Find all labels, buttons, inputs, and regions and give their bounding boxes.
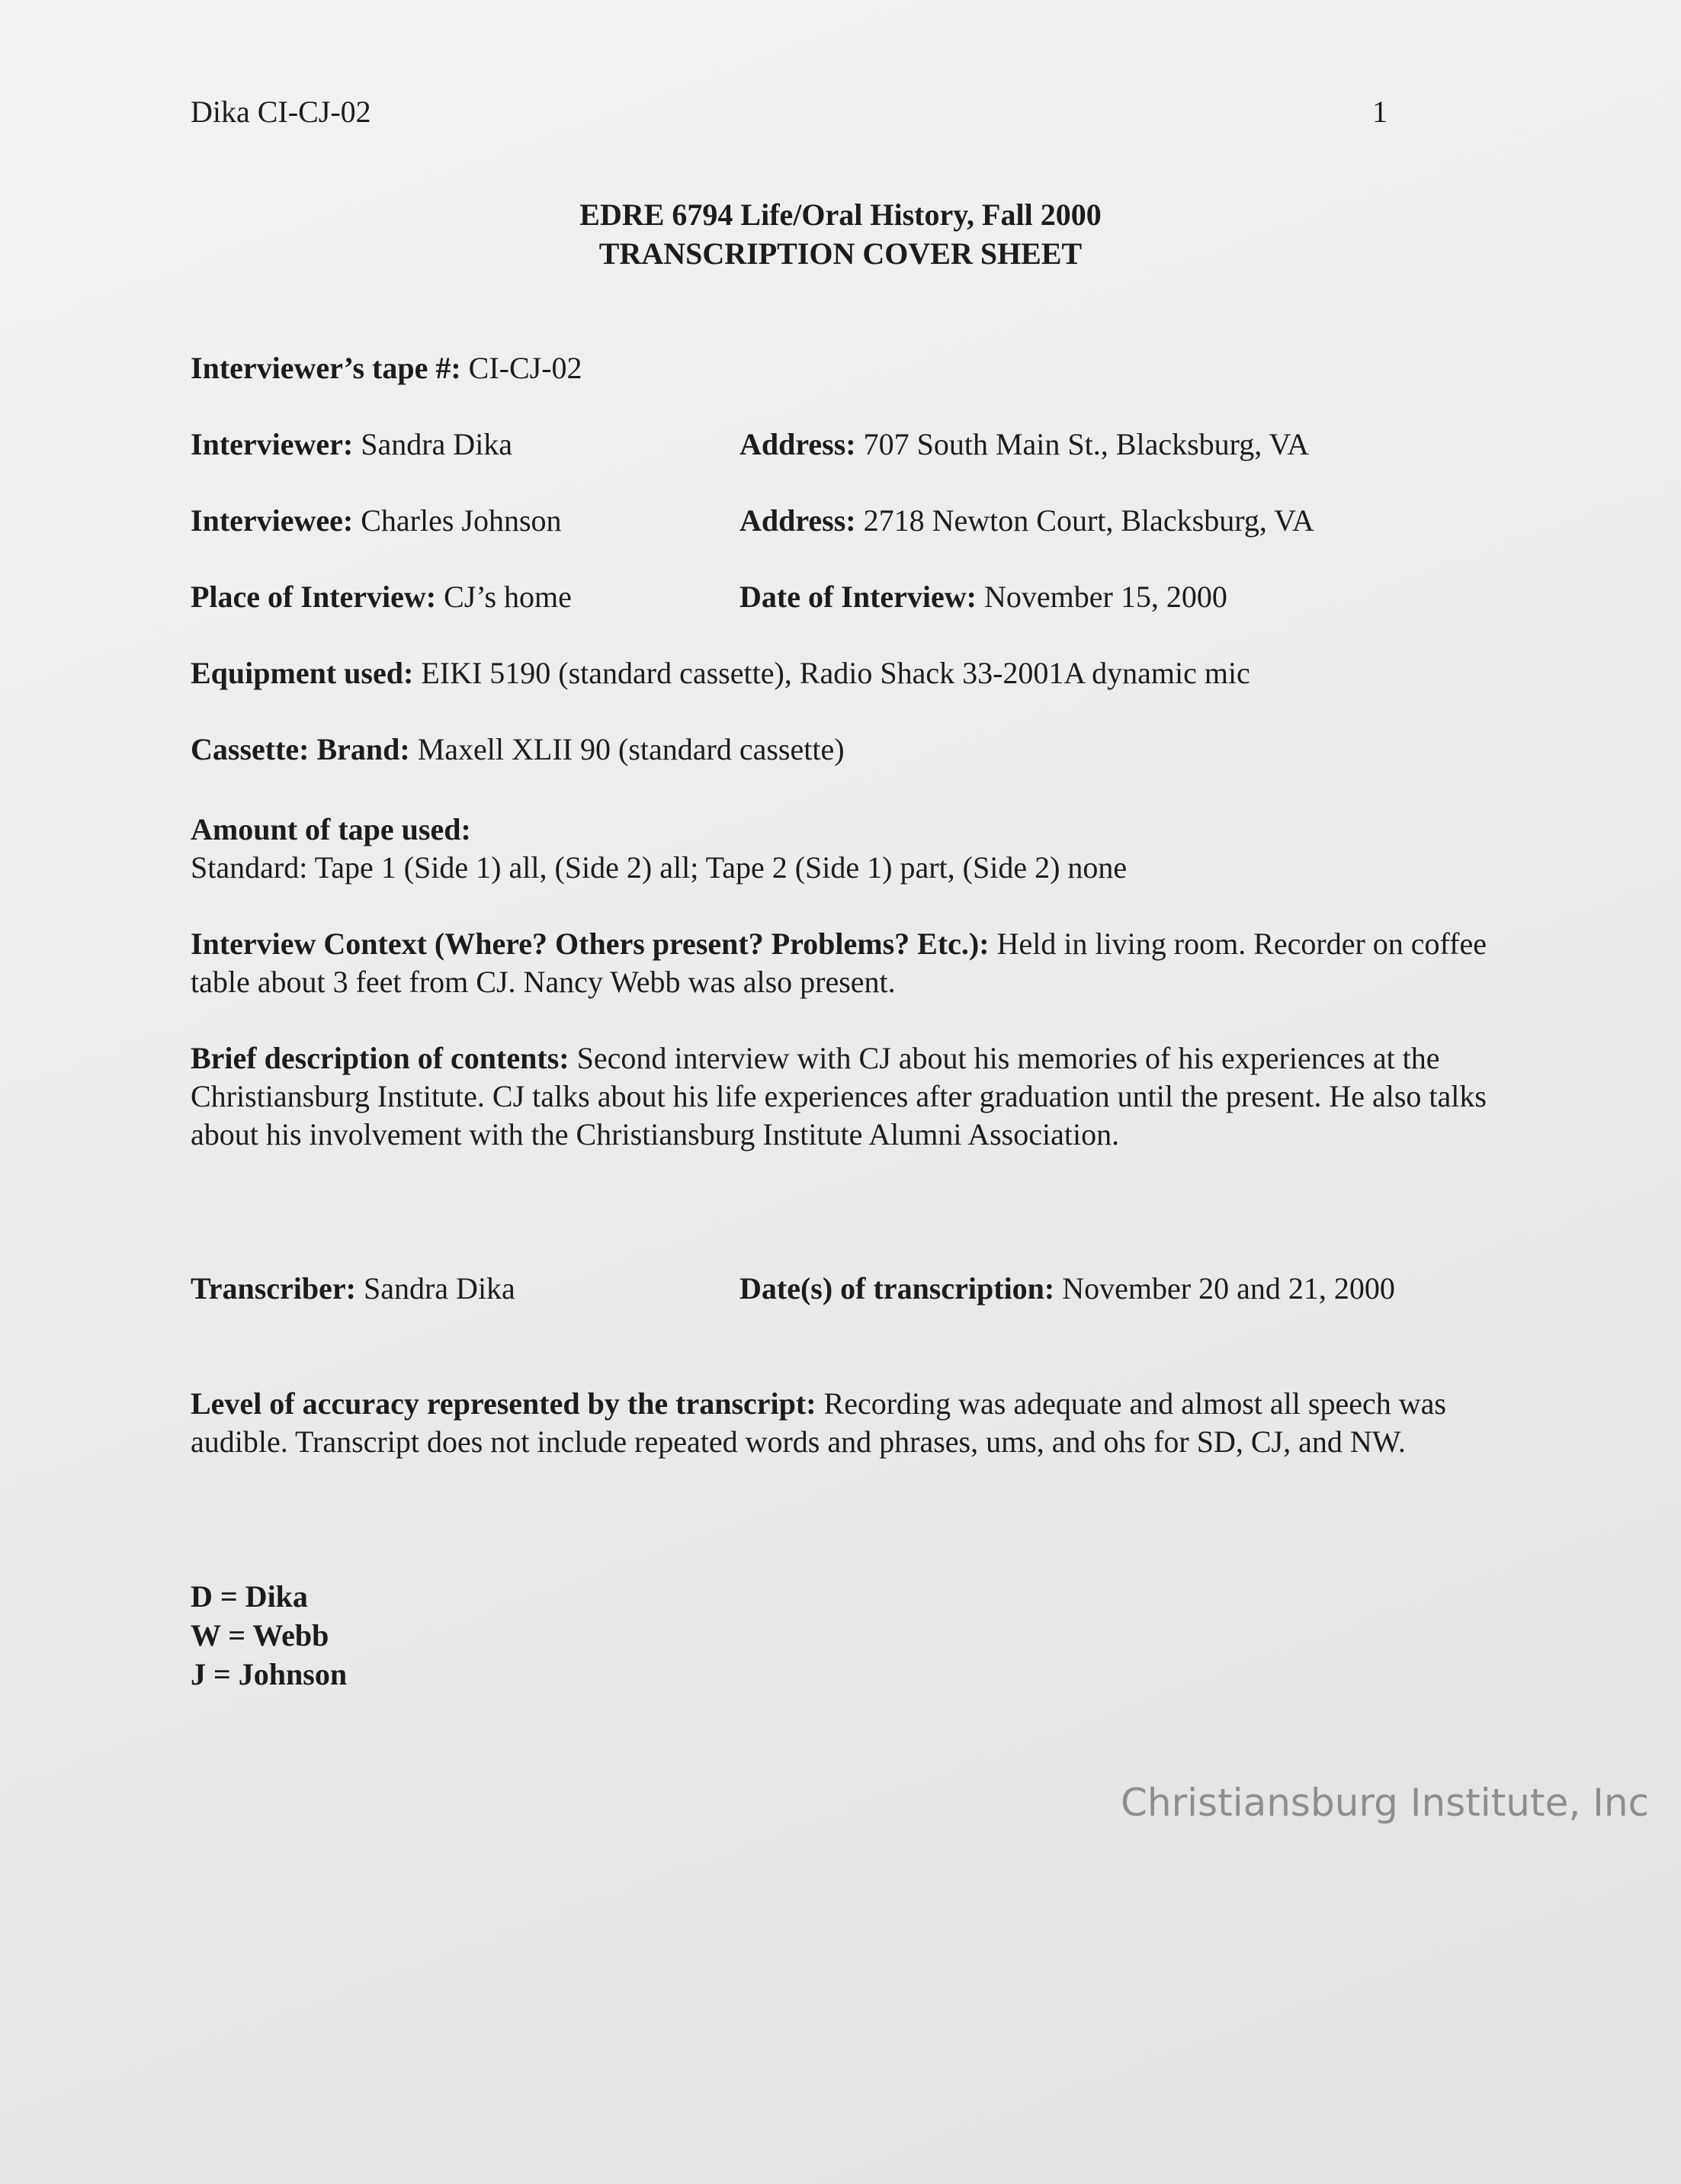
interviewer-address-label: Address: [739,427,856,461]
tape-number-label: Interviewer’s tape #: [191,351,461,385]
interviewee-address-label: Address: [739,503,856,538]
interviewer-address-value: 707 South Main St., Blacksburg, VA [855,427,1310,461]
cassette-label: Cassette: Brand: [191,732,410,766]
transcription-dates-value: November 20 and 21, 2000 [1054,1271,1395,1306]
course-title: EDRE 6794 Life/Oral History, Fall 2000 [579,198,1102,232]
place-of-interview-label: Place of Interview: [191,580,437,614]
equipment-label: Equipment used: [191,656,414,690]
document-id: Dika CI-CJ-02 [191,95,371,129]
contents-description-label: Brief description of contents: [191,1041,569,1075]
equipment-value: EIKI 5190 (standard cassette), Radio Shack 33-2001A dynamic mic [413,656,1250,690]
date-of-interview-field [739,578,1227,616]
interviewer-label: Interviewer: [191,427,354,461]
contents-description-field [191,1039,1487,1154]
watermark: Christiansburg Institute, Inc [1121,1781,1650,1825]
transcription-dates-label: Date(s) of transcription: [739,1271,1055,1306]
tape-amount-value: Standard: Tape 1 (Side 1) all, (Side 2) all; Tape 2 (Side 1) part, (Side 2) none [191,850,1128,885]
transcription-dates-field [739,1270,1395,1308]
accuracy-field [191,1385,1471,1461]
transcriber-value: Sandra Dika [355,1271,515,1306]
interviewer-field [191,426,512,464]
tape-amount-label [191,811,471,849]
interviewee-field [191,502,562,540]
cassette-value: Maxell XLII 90 (standard cassette) [409,732,845,766]
equipment-field [191,654,1250,692]
contents-description-value: Second interview with CJ about his memories of his experiences at the Christiansburg Institute. CJ talks about his life experiences after graduation until the present. He also talks about his involvement with the Christiansburg Institute Alumni Association. [191,1041,1487,1151]
interviewee-value: Charles Johnson [353,503,562,538]
interviewee-address-field [739,502,1314,540]
tape-amount-label-text: Amount of tape used: [191,812,471,846]
speaker-key-dika: D = Dika [191,1579,308,1614]
transcriber-label: Transcriber: [191,1271,356,1306]
date-of-interview-value: November 15, 2000 [977,580,1227,614]
tape-number-value: CI-CJ-02 [460,351,582,385]
transcriber-field [191,1270,515,1308]
tape-number-field [191,349,582,387]
interviewer-value: Sandra Dika [353,427,513,461]
interviewee-label: Interviewee: [191,503,354,538]
place-of-interview-field [191,578,572,616]
interview-context-field [191,925,1487,1001]
speaker-key-webb: W = Webb [191,1618,329,1652]
sheet-title: TRANSCRIPTION COVER SHEET [598,236,1083,271]
accuracy-label: Level of accuracy represented by the transcript: [191,1386,816,1421]
interviewer-address-field [739,426,1309,464]
interview-context-label: Interview Context (Where? Others present? Problems? Etc.): [191,927,990,961]
cassette-field [191,731,845,769]
page-number: 1 [1372,95,1387,129]
interview-context-value: Held in living room. Recorder on coffee table about 3 feet from CJ. Nancy Webb was also present. [191,927,1487,999]
accuracy-value: Recording was adequate and almost all speech was audible. Transcript does not include repeated words and phrases, ums, and ohs for SD, CJ, and NW. [191,1386,1446,1459]
interviewee-address-value: 2718 Newton Court, Blacksburg, VA [855,503,1314,538]
place-of-interview-value: CJ’s home [436,580,572,614]
speaker-key-johnson: J = Johnson [191,1657,348,1691]
date-of-interview-label: Date of Interview: [739,580,977,614]
